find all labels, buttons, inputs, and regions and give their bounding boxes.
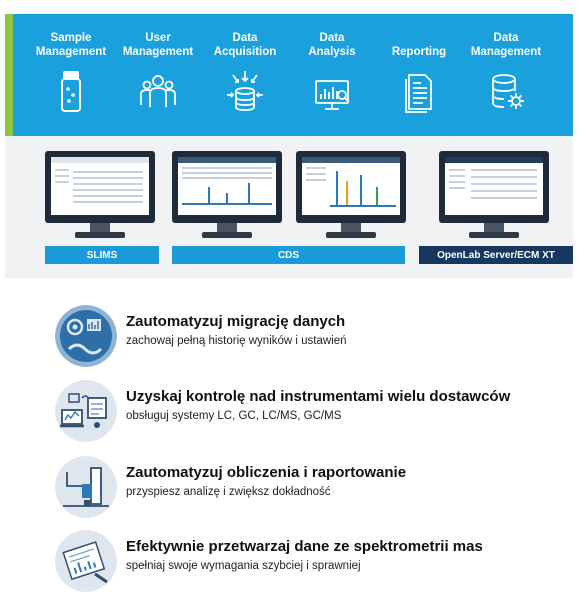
feature-item-data-migration bbox=[55, 305, 575, 369]
monitor-bezel bbox=[296, 151, 406, 223]
data-migration-icon bbox=[55, 305, 117, 367]
monitor-screen bbox=[302, 157, 400, 215]
monitor-chart-icon bbox=[312, 69, 352, 115]
monitor-cds-1 bbox=[172, 151, 282, 239]
multi-vendor-instruments-icon bbox=[55, 380, 117, 442]
column-title: User Management bbox=[122, 32, 194, 58]
column-title: Sample Management bbox=[35, 32, 107, 58]
column-reporting bbox=[373, 14, 465, 136]
workflow-banner bbox=[5, 14, 573, 136]
monitor-screen bbox=[178, 157, 276, 215]
column-user-management bbox=[112, 14, 204, 136]
monitor-bezel bbox=[439, 151, 549, 223]
feature-title: Zautomatyzuj migrację danych bbox=[126, 313, 346, 330]
feature-subtitle: obsługuj systemy LC, GC, LC/MS, GC/MS bbox=[126, 410, 342, 422]
feature-title: Uzyskaj kontrolę nad instrumentami wielu dostawców bbox=[126, 388, 511, 405]
monitor-base bbox=[326, 232, 376, 238]
sample-vial-icon bbox=[51, 69, 91, 115]
column-data-acquisition bbox=[199, 14, 291, 136]
feature-subtitle: spełniaj swoje wymagania szybciej i sprawniej bbox=[126, 560, 361, 572]
system-label-cds: CDS bbox=[172, 246, 405, 264]
feature-item-mass-spectrometry bbox=[55, 530, 575, 594]
report-document-icon bbox=[399, 69, 439, 115]
feature-title: Zautomatyzuj obliczenia i raportowanie bbox=[126, 464, 407, 481]
monitor-bezel bbox=[172, 151, 282, 223]
monitor-base bbox=[469, 232, 519, 238]
column-title: Data Acquisition bbox=[213, 32, 277, 58]
monitor-slims bbox=[45, 151, 155, 239]
calculation-reporting-icon bbox=[55, 456, 117, 518]
database-arrows-icon bbox=[225, 69, 265, 115]
monitor-bezel bbox=[45, 151, 155, 223]
monitor-base bbox=[202, 232, 252, 238]
system-label-openlab: OpenLab Server/ECM XT bbox=[419, 246, 573, 264]
feature-item-calculation-reporting bbox=[55, 456, 575, 520]
database-gear-icon bbox=[486, 69, 526, 115]
feature-subtitle: przyspiesz analizę i zwiększ dokładność bbox=[126, 486, 331, 498]
monitor-openlab bbox=[439, 151, 549, 239]
feature-title: Efektywnie przetwarzaj dane ze spektrometrii mas bbox=[126, 538, 483, 555]
systems-monitors-strip bbox=[5, 136, 573, 278]
banner-accent-stripe bbox=[5, 14, 13, 136]
monitor-base bbox=[75, 232, 125, 238]
monitor-cds-2 bbox=[296, 151, 406, 239]
column-title: Data Analysis bbox=[308, 32, 356, 58]
column-data-analysis bbox=[286, 14, 378, 136]
feature-item-multi-vendor bbox=[55, 380, 575, 444]
feature-subtitle: zachowaj pełną historię wyników i ustawień bbox=[126, 335, 347, 347]
mass-spectrometry-icon bbox=[55, 530, 117, 592]
users-group-icon bbox=[138, 69, 178, 115]
column-data-management bbox=[460, 14, 552, 136]
system-label-slims: SLIMS bbox=[45, 246, 159, 264]
column-title: Data Management bbox=[470, 32, 542, 58]
monitor-screen bbox=[51, 157, 149, 215]
column-title: Reporting bbox=[391, 46, 447, 58]
column-sample-management bbox=[25, 14, 117, 136]
monitor-screen bbox=[445, 157, 543, 215]
